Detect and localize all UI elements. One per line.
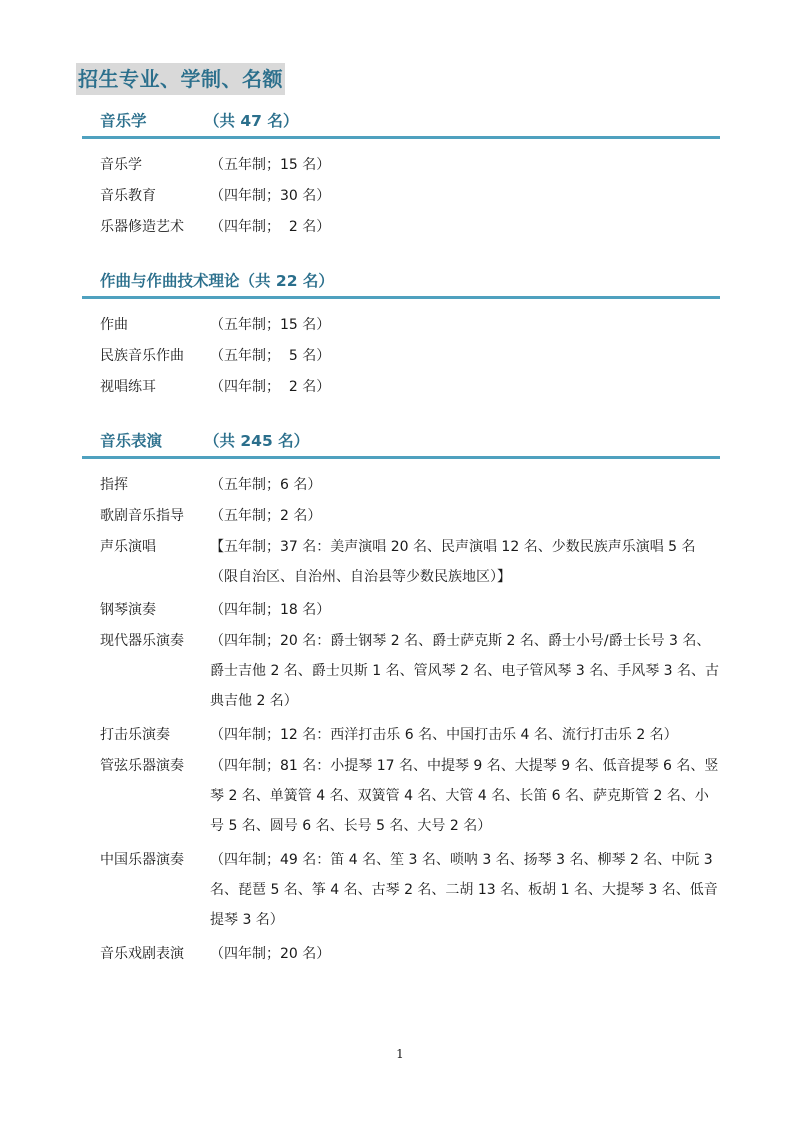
program-name: 作曲	[100, 317, 128, 333]
section-composition	[82, 268, 720, 395]
program-desc: （五年制；6 名）	[210, 477, 322, 493]
section-name: 音乐表演	[100, 432, 163, 450]
program-name: 民族音乐作曲	[100, 348, 184, 364]
program-name: 中国乐器演奏	[100, 852, 184, 868]
program-name: 打击乐演奏	[100, 727, 170, 743]
section-header	[82, 428, 720, 459]
section-performance	[82, 428, 720, 962]
program-name: 音乐戏剧表演	[100, 946, 184, 962]
program-desc: （四年制；30 名）	[210, 188, 331, 204]
program-name: 指挥	[100, 477, 128, 493]
section-name: 作曲与作曲技术理论	[100, 272, 240, 290]
section-total: （共 22 名）	[239, 272, 334, 290]
program-desc: （四年制；18 名）	[210, 602, 331, 618]
section-total: （共 47 名）	[204, 112, 299, 130]
program-desc: （四年制；20 名：爵士钢琴 2 名、爵士萨克斯 2 名、爵士小号/爵士长号 3 名、爵士吉他 2 名、爵士贝斯 1 名、管风琴 2 名、电子管风琴 3 名、手风琴 3 名、古典吉他 2 名）	[210, 633, 720, 709]
section-total: （共 245 名）	[204, 432, 310, 450]
program-desc: （四年制； 2 名）	[210, 219, 331, 235]
program-name: 现代器乐演奏	[100, 633, 184, 649]
program-desc: 【五年制；37 名：美声演唱 20 名、民声演唱 12 名、少数民族声乐演唱 5 名（限自治区、自治州、自治县等少数民族地区）】	[210, 539, 696, 585]
program-desc: （四年制；20 名）	[210, 946, 331, 962]
program-desc: （五年制； 5 名）	[210, 348, 331, 364]
section-name: 音乐学	[100, 112, 147, 130]
program-name: 音乐学	[100, 157, 142, 173]
program-desc: （五年制；15 名）	[210, 157, 331, 173]
program-name: 钢琴演奏	[100, 602, 156, 618]
program-name: 管弦乐器演奏	[100, 758, 184, 774]
program-name: 歌剧音乐指导	[100, 508, 184, 524]
program-name: 音乐教育	[100, 188, 156, 204]
program-name: 视唱练耳	[100, 379, 156, 395]
program-desc: （四年制； 2 名）	[210, 379, 331, 395]
document-title: 招生专业、学制、名额	[76, 63, 285, 95]
section-musicology	[82, 108, 720, 235]
program-desc: （四年制；12 名：西洋打击乐 6 名、中国打击乐 4 名、流行打击乐 2 名）	[210, 727, 678, 743]
program-desc: （四年制；49 名：笛 4 名、笙 3 名、唢呐 3 名、扬琴 3 名、柳琴 2 名、中阮 3 名、琵琶 5 名、筝 4 名、古琴 2 名、二胡 13 名、板胡 1 名、大提琴 3 名、低音提琴 3 名）	[210, 852, 718, 928]
program-name: 乐器修造艺术	[100, 219, 184, 235]
program-desc: （四年制；81 名：小提琴 17 名、中提琴 9 名、大提琴 9 名、低音提琴 6 名、竖琴 2 名、单簧管 4 名、双簧管 4 名、大管 4 名、长笛 6 名、萨克斯管 2 名、小号 5 名、圆号 6 名、长号 5 名、大号 2 名）	[210, 758, 719, 834]
page-number: 1	[396, 1047, 404, 1061]
section-header	[82, 268, 720, 299]
program-desc: （五年制；2 名）	[210, 508, 322, 524]
section-header	[82, 108, 720, 139]
program-name: 声乐演唱	[100, 539, 156, 555]
program-desc: （五年制；15 名）	[210, 317, 331, 333]
